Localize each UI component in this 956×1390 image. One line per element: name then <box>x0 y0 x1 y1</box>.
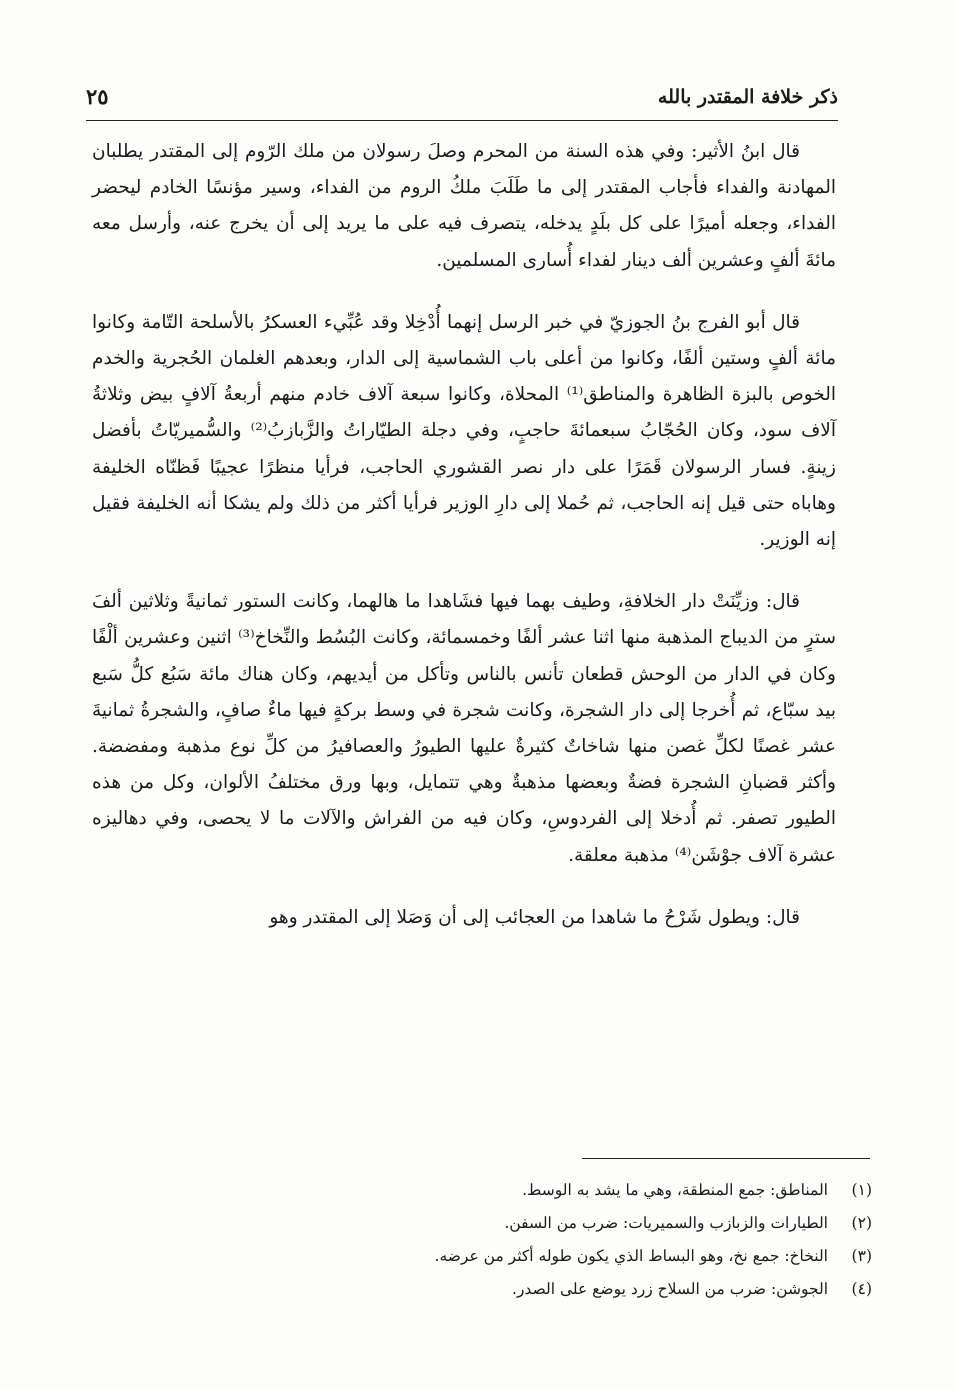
footnote-number: (٤) <box>851 1280 872 1298</box>
main-text <box>92 134 836 936</box>
footnote-number: (١) <box>851 1181 872 1199</box>
footnote-text: المناطق: جمع المنطقة، وهي ما يشد به الوسط. <box>522 1181 828 1199</box>
page-number: ٢٥ <box>86 84 109 109</box>
paragraph-continuation: قال: ويطول شَرْحُ ما شاهدا من العجائب إلى أن وَصَلا إلى المقتدر وهو <box>269 906 800 928</box>
footnote-number: (٢) <box>851 1214 872 1232</box>
footnote-text: الطيارات والزبازب والسميريات: ضرب من السفن. <box>504 1214 828 1232</box>
running-title: ذكر خلافة المقتدر بالله <box>657 86 838 108</box>
paragraph-ibn-al-athir: قال ابنُ الأثير: وفي هذه السنة من المحرم وصلَ رسولان من ملك الرّوم إلى المقتدر يطلبان المهادنة والفداء فأجاب المقتدر إلى ما طَلَبَ ملكُ الروم من الفداء، وسير مؤنسًا الخادم ليحضر الفداء، وجعله أميرًا على كل بلَدٍ يدخله، يتصرف فيه على ما يريد إلى أن يخرج عنه، وأرسل معه مائةَ ألفٍ وعشرين ألف دينار لفداء أُسارى المسلمين. <box>92 141 836 271</box>
footnotes <box>272 1174 872 1306</box>
footnote-text: النخاخ: جمع نخ، وهو البساط الذي يكون طوله أكثر من عرضه. <box>434 1247 828 1265</box>
footnote-separator <box>582 1158 870 1159</box>
footnote-number: (٣) <box>851 1247 872 1265</box>
paragraph-caliphate-palace: قال: وزيِّنَتْ دار الخلافةِ، وطيف بهما فيها فشَاهدا ما هالهما، وكانت الستور ثمانيةً وثلاثين ألفَ سترٍ من الديباج المذهبة منها اثنا عشر ألفًا وخمسمائة، وكانت البُسُط والنِّخاخ⁽³⁾ اثنين وعشرين ألْفًا وكان في الدار من الوحش قطعان تأنس بالناس وتأكل من أيديهم، وكان هناك مائة سَبُع كلُّ سَبع بيد سبّاع، ثم أُخرجا إلى دار الشجرة، وكانت شجرة في وسط بركةٍ فيها ماءٌ صافٍ، والشجرةُ ثمانيةَ عشر غصنًا لكلِّ غصن منها شاخاتٌ كثيرةٌ عليها الطيورُ والعصافيرُ من كلِّ نوع مذهبة ومفضضة. وأكثر قضبانِ الشجرة فضةٌ وبعضها مذهبةٌ وهي تتمايل، وبها ورق مختلفُ الألوان، وكل من هذه الطيور تصفر. ثم أُدخلا إلى الفردوسِ، وكان فيه من الفراش والآلات ما لا يحصى، وفي دهاليزه عشرة آلاف جوْشَن⁽⁴⁾ مذهبة معلقة. <box>92 591 836 866</box>
page-header <box>86 82 838 121</box>
footnote-item <box>272 1273 872 1306</box>
footnote-item <box>272 1174 872 1207</box>
footnote-item <box>272 1240 872 1273</box>
paragraph-ibn-al-jawzi: قال أبو الفرج بنُ الجوزيّ في خبر الرسل إنهما أُدْخِلا وقد عُبِّيء العسكرُ بالأسلحة التّامة وكانوا مائة ألفٍ وستين ألفًا، وكانوا من أعلى باب الشماسية إلى الدار، وبعدهم الغلمان الحُجرية والخدم الخوص بالبزة الظاهرة والمناطق⁽¹⁾ المحلاة، وكانوا سبعة آلاف خادم منهم أربعةُ آلافٍ بيض وثلاثةُ آلاف سود، وكان الحُجّابُ سبعمائةَ حاجبٍ، وفي دجلة الطيّاراتُ والزَّبازبُ⁽²⁾ والسُّميريّاتُ بأفضل زينةٍ. فسار الرسولان قَمَرًا على دار نصر القشوري الحاجب، فرأيا منظرًا عجيبًا فَظنّاه الخليفة وهاباه حتى قيل إنه الحاجب، ثم حُملا إلى دارِ الوزير فرأيا أكثر من ذلك ولم يشكا أنه الخليفة فقيل إنه الوزير. <box>92 311 836 551</box>
footnote-item <box>272 1207 872 1240</box>
footnote-text: الجوشن: ضرب من السلاح زرد يوضع على الصدر. <box>512 1280 828 1298</box>
